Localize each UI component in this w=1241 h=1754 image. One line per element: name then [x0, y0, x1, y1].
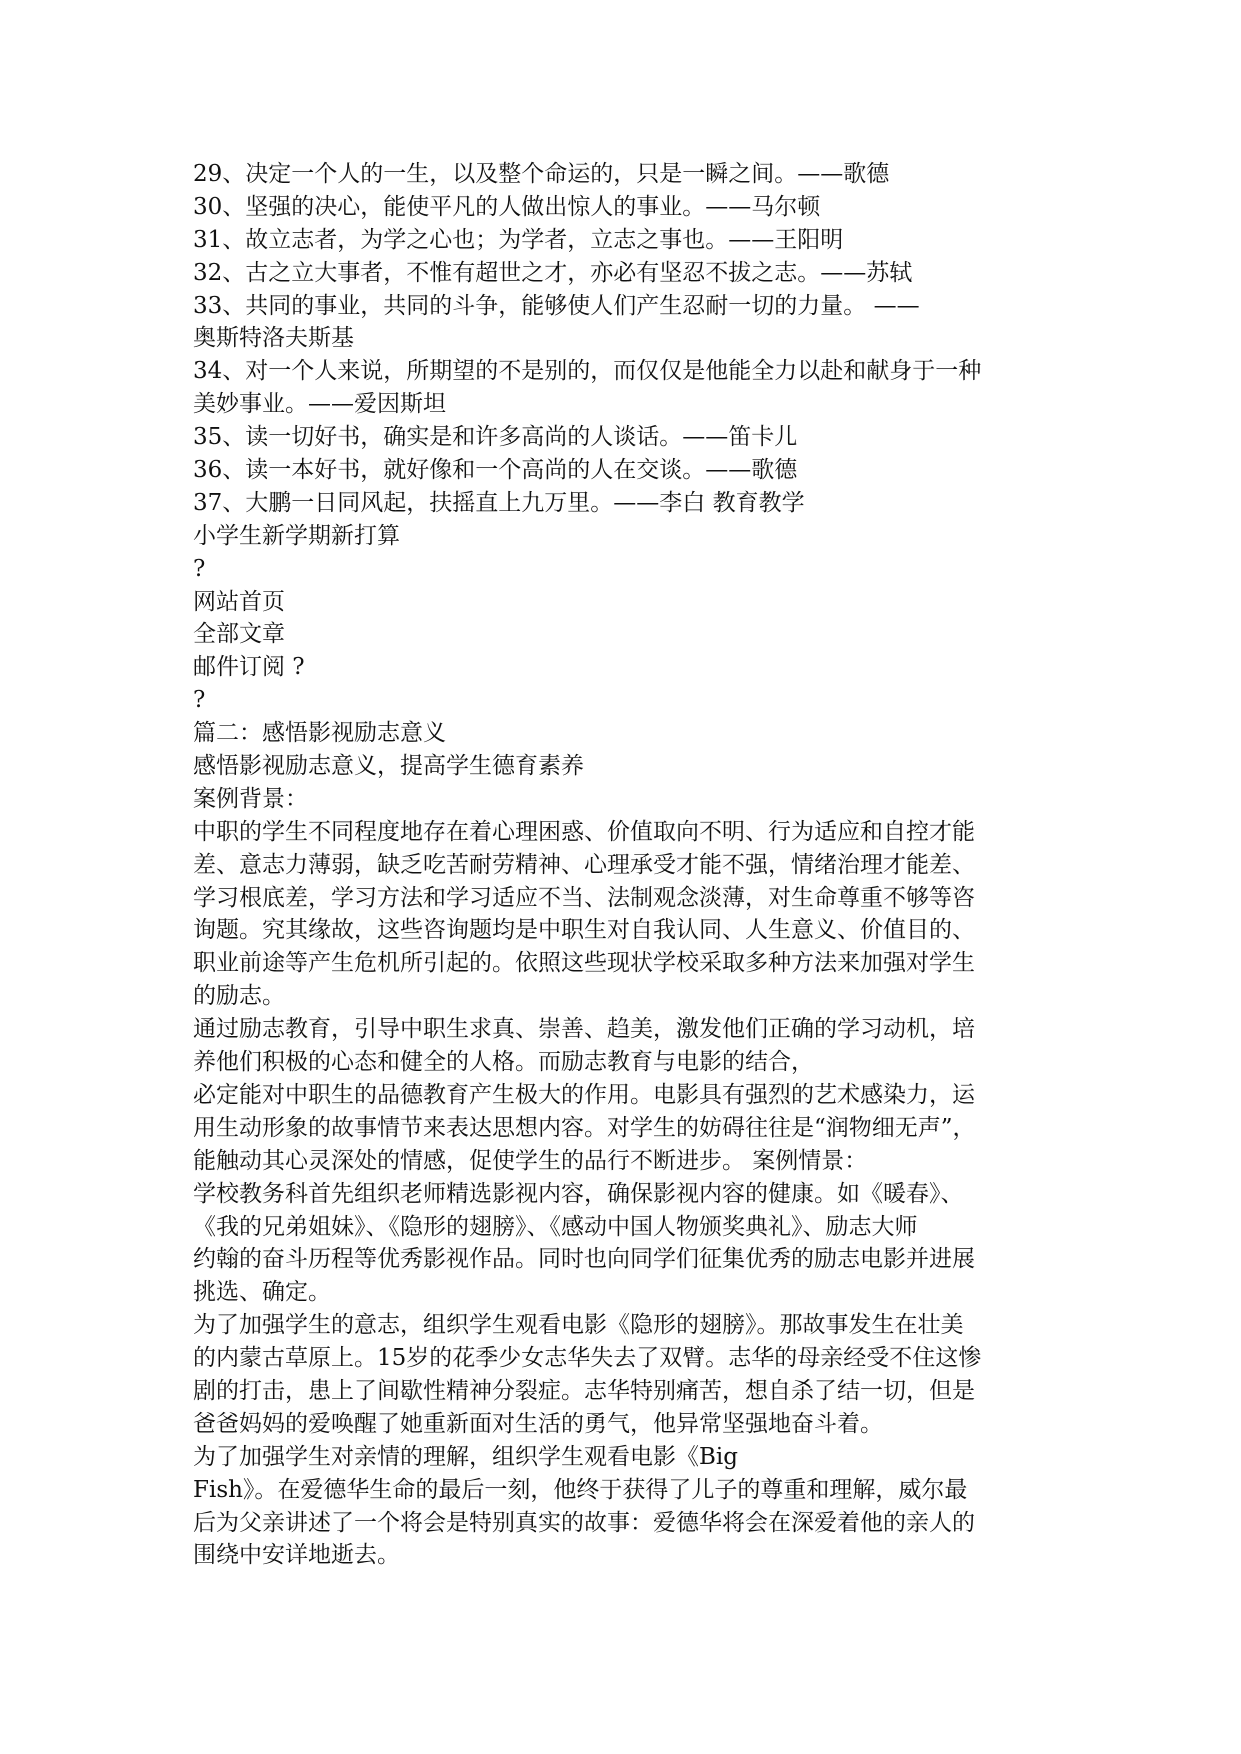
- text-line: 30、坚强的决心，能使平凡的人做出惊人的事业。——马尔顿: [193, 193, 821, 220]
- subheading: 案例背景：: [193, 785, 308, 812]
- text-line: 33、共同的事业，共同的斗争，能够使人们产生忍耐一切的力量。 ——: [193, 292, 920, 319]
- text-line: 31、故立志者，为学之心也；为学者，立志之事也。——王阳明: [193, 226, 844, 253]
- text-line: 爸爸妈妈的爱唤醒了她重新面对生活的勇气，他异常坚强地奋斗着。: [193, 1410, 883, 1437]
- text-line: 32、古之立大事者，不惟有超世之才，亦必有坚忍不拔之志。——苏轼: [193, 259, 913, 286]
- text-line: ?: [193, 687, 206, 714]
- nav-link-home[interactable]: 网站首页: [193, 588, 285, 615]
- text-line: 通过励志教育，引导中职生求真、崇善、趋美，激发他们正确的学习动机，培: [193, 1016, 975, 1043]
- document-body: [193, 158, 1045, 1572]
- text-line: 35、读一切好书，确实是和许多高尚的人谈话。——笛卡儿: [193, 424, 798, 451]
- text-line: 剧的打击，患上了间歇性精神分裂症。志华特别痛苦，想自杀了结一切，但是: [193, 1377, 975, 1404]
- text-line: 挑选、确定。: [193, 1279, 331, 1306]
- text-line: 围绕中安详地逝去。: [193, 1542, 400, 1569]
- text-line: 美妙事业。——爱因斯坦: [193, 391, 446, 418]
- text-line: 的内蒙古草原上。15岁的花季少女志华失去了双臂。志华的母亲经受不住这惨: [193, 1345, 982, 1372]
- text-line: 的励志。: [193, 983, 285, 1010]
- text-line: 能触动其心灵深处的情感，促使学生的品行不断进步。 案例情景：: [193, 1147, 868, 1174]
- text-line: 差、意志力薄弱，缺乏吃苦耐劳精神、心理承受才能不强，情绪治理才能差、: [193, 851, 975, 878]
- text-line: 约翰的奋斗历程等优秀影视作品。同时也向同学们征集优秀的励志电影并进展: [193, 1246, 975, 1273]
- text-line: 小学生新学期新打算: [193, 522, 400, 549]
- text-line: 必定能对中职生的品德教育产生极大的作用。电影具有强烈的艺术感染力，运: [193, 1081, 975, 1108]
- text-line: 为了加强学生的意志，组织学生观看电影《隐形的翅膀》。那故事发生在壮美: [193, 1312, 964, 1339]
- text-line: 34、对一个人来说，所期望的不是别的，而仅仅是他能全力以赴和献身于一种: [193, 358, 982, 385]
- text-line: 《我的兄弟姐妹》、《隐形的翅膀》、《感动中国人物颁奖典礼》、励志大师: [193, 1213, 918, 1240]
- section-heading: 篇二：感悟影视励志意义: [193, 720, 446, 747]
- text-line: 询题。究其缘故，这些咨询题均是中职生对自我认同、人生意义、价值目的、: [193, 917, 975, 944]
- nav-link-all-articles[interactable]: 全部文章: [193, 621, 285, 648]
- text-line: 用生动形象的故事情节来表达思想内容。对学生的妨碍往往是“润物细无声”，: [193, 1114, 976, 1141]
- text-line: 29、决定一个人的一生，以及整个命运的，只是一瞬之间。——歌德: [193, 161, 890, 187]
- article-title: 感悟影视励志意义，提高学生德育素养: [193, 753, 584, 780]
- text-line: 后为父亲讲述了一个将会是特别真实的故事：爱德华将会在深爱着他的亲人的: [193, 1509, 975, 1536]
- text-line: 36、读一本好书，就好像和一个高尚的人在交谈。——歌德: [193, 457, 798, 484]
- text-line: ?: [193, 555, 206, 582]
- text-line: 37、大鹏一日同风起，扶摇直上九万里。——李白 教育教学: [193, 489, 805, 516]
- text-line: 养他们积极的心态和健全的人格。而励志教育与电影的结合，: [193, 1049, 814, 1076]
- text-line: 学习根底差，学习方法和学习适应不当、法制观念淡薄，对生命尊重不够等咨: [193, 884, 975, 911]
- text-line: 中职的学生不同程度地存在着心理困惑、价值取向不明、行为适应和自控才能: [193, 818, 975, 845]
- text-line: 职业前途等产生危机所引起的。依照这些现状学校采取多种方法来加强对学生: [193, 950, 975, 977]
- text-line: 学校教务科首先组织老师精选影视内容，确保影视内容的健康。如《暖春》、: [193, 1180, 964, 1207]
- nav-link-subscribe[interactable]: 邮件订阅 ?: [193, 654, 305, 681]
- text-line: Fish》。在爱德华生命的最后一刻，他终于获得了儿子的尊重和理解，威尔最: [193, 1476, 968, 1503]
- text-line: 为了加强学生对亲情的理解，组织学生观看电影《Big: [193, 1443, 738, 1470]
- text-line: 奥斯特洛夫斯基: [193, 325, 354, 352]
